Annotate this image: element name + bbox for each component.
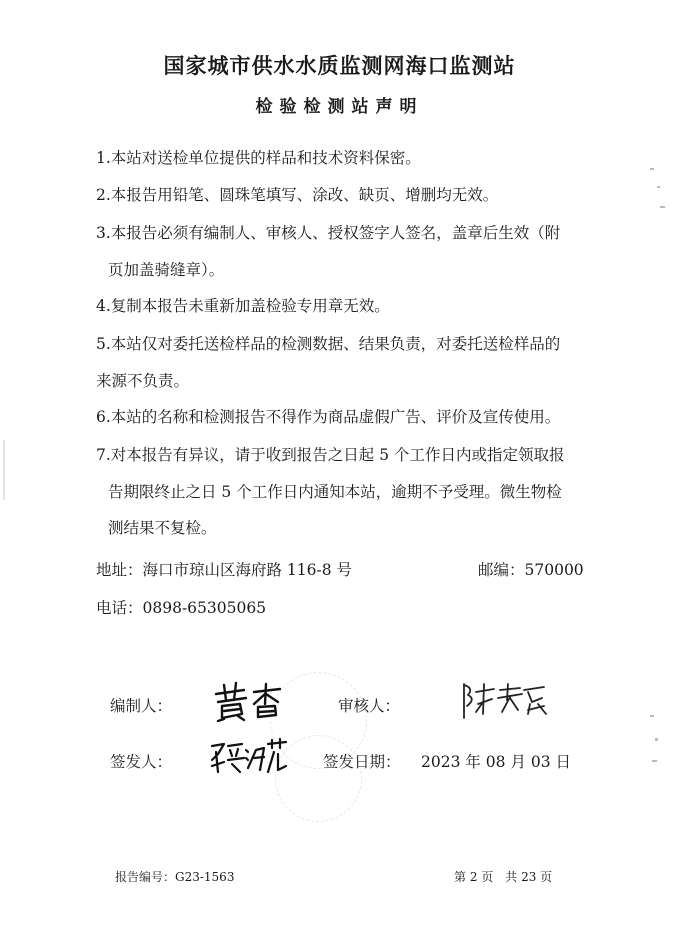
scan-mark [655, 738, 658, 741]
scan-mark [660, 206, 665, 208]
scan-edge [3, 440, 5, 500]
clause-7 [96, 437, 596, 547]
issue-date-label: 签发日期： [323, 753, 401, 771]
issuer-label: 签发人： [110, 753, 173, 771]
clause-line: 来源不负责。 [96, 371, 190, 390]
clause-2 [96, 177, 596, 214]
clause-line: 页加盖骑缝章）。 [108, 260, 225, 279]
clause-5 [96, 326, 596, 399]
scan-mark [652, 760, 657, 762]
page-number: 第 2 页 共 23 页 [454, 870, 553, 884]
clause-line: 6.本站的名称和检测报告不得作为商品虚假广告、评价及宣传使用。 [96, 408, 561, 426]
scan-mark [650, 715, 654, 717]
page-title: 国家城市供水水质监测网海口监测站 [163, 54, 516, 78]
clause-6 [96, 399, 596, 436]
report-number: 报告编号：G23-1563 [115, 870, 235, 884]
clause-line: 7.对本报告有异议，请于收到报告之日起 5 个工作日内或指定领取报 [96, 446, 565, 464]
clause-line: 测结果不复检。 [108, 519, 217, 537]
clause-4 [96, 288, 596, 325]
clause-line: 4.复制本报告未重新加盖检验专用章无效。 [96, 297, 390, 315]
reviewer-signature [458, 680, 550, 720]
address: 地址：海口市琼山区海府路 116-8 号 [96, 561, 353, 579]
issuer-signature [208, 736, 288, 776]
clause-line: 2.本报告用铅笔、圆珠笔填写、涂改、缺页、增删均无效。 [96, 186, 499, 204]
issue-date: 2023 年 08 月 03 日 [421, 753, 572, 771]
clause-line: 告期限终止之日 5 个工作日内通知本站，逾期不予受理。微生物检 [108, 482, 562, 501]
stamp-impression [275, 735, 362, 822]
clause-1 [96, 140, 596, 177]
postcode: 邮编：570000 [478, 561, 584, 579]
scan-mark [650, 168, 654, 170]
clause-line: 5.本站仅对委托送检样品的检测数据、结果负责，对委托送检样品的 [96, 335, 561, 353]
page-subtitle: 检验检测站声明 [255, 97, 424, 117]
compiler-signature [210, 680, 290, 722]
scan-mark [657, 186, 660, 188]
compiler-label: 编制人： [110, 697, 173, 715]
clause-line: 1.本站对送检单位提供的样品和技术资料保密。 [96, 149, 421, 167]
reviewer-label: 审核人： [338, 697, 401, 715]
phone: 电话：0898-65305065 [96, 599, 267, 617]
clause-line: 3.本报告必须有编制人、审核人、授权签字人签名，盖章后生效（附 [96, 224, 561, 242]
clause-3 [96, 215, 596, 288]
